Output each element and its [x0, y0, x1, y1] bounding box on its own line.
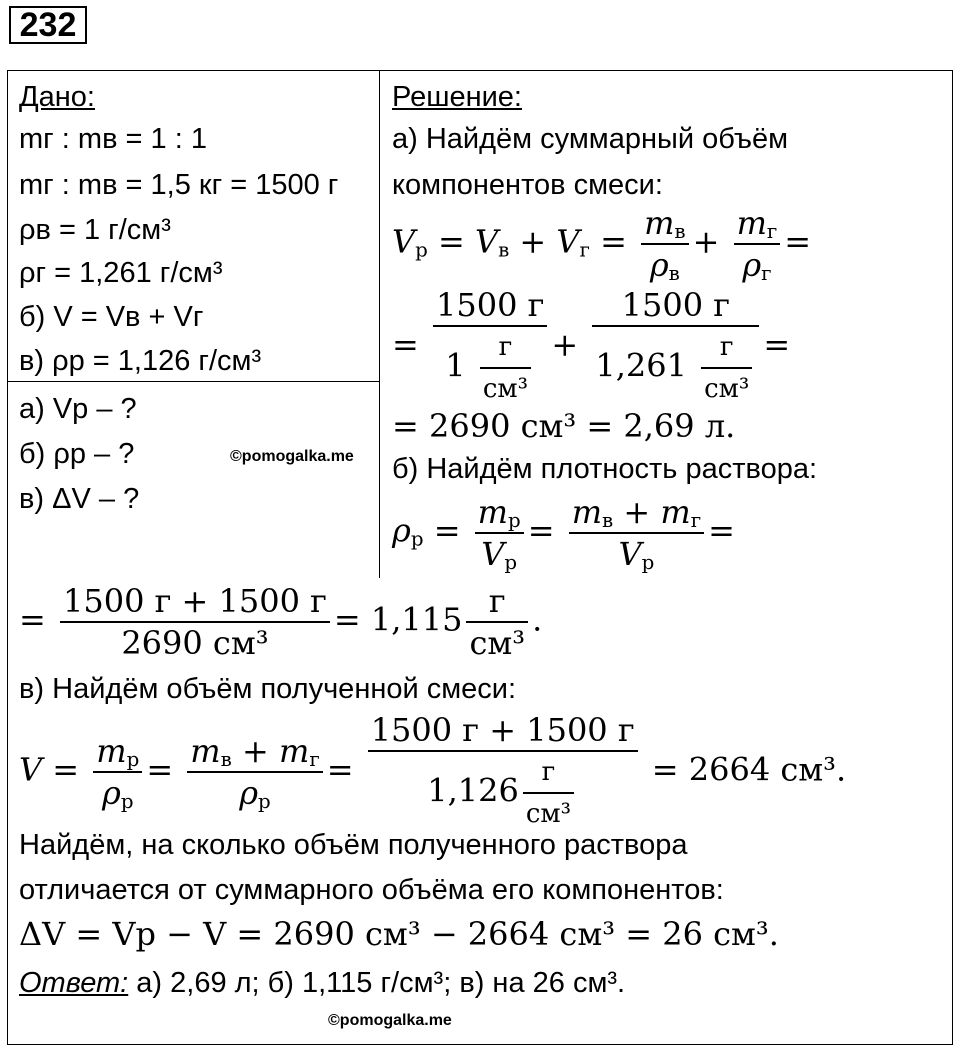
part-b-text: б) Найдём плотность раствора:	[392, 453, 818, 485]
find-line: в) ΔV – ?	[19, 483, 140, 515]
divider-horizontal	[7, 381, 380, 382]
part-a-result: = 2690 см³ = 2,69 л.	[392, 407, 736, 445]
given-heading: Дано:	[19, 81, 95, 113]
part-a-text: компонентов смеси:	[392, 169, 663, 201]
divider-vertical	[379, 70, 380, 578]
given-line: ρг = 1,261 г/см³	[19, 257, 223, 289]
given-line: в) ρр = 1,126 г/см³	[19, 345, 262, 377]
answer-line	[19, 966, 625, 1000]
solution-heading: Решение:	[392, 81, 522, 113]
problem-number: 232	[9, 6, 87, 44]
formula-density-numeric: = $\frac{1500 г + 1500 г}{\text{2690 см³}}$ = 1,115 $\frac{г}{\text{см³}}$ .	[19, 582, 543, 662]
formula-volume: V = $\frac{m_р}{\rho_р}$ = $\frac{m_в + m_г}{\rho_р}$ = 1500 г + 1500 г 1,126 $\frac{г}{\text{см³}}$ = 2664 см³.	[19, 711, 847, 829]
answer-label: Ответ:	[19, 967, 129, 999]
find-line: б) ρр – ?	[19, 438, 135, 470]
formula-density: $\rho_р$ = $\frac{m_р}{V_р}$ = $\frac{m_в + m_г}{V_р}$ =	[392, 493, 735, 574]
watermark: ©pomogalka.me	[230, 448, 354, 465]
difference-text: Найдём, на сколько объём полученного раствора	[19, 829, 688, 861]
part-c-text: в) Найдём объём полученной смеси:	[19, 673, 517, 705]
find-line: а) Vр – ?	[19, 393, 137, 425]
answer-text: а) 2,69 л; б) 1,115 г/см³; в) на 26 см³.	[128, 967, 626, 999]
part-a-text: а) Найдём суммарный объём	[392, 123, 789, 155]
given-line: mг : mв = 1 : 1	[19, 123, 207, 155]
given-line: б) V = Vв + Vг	[19, 301, 204, 333]
formula-sum-volume-numeric: = 1500 г 1 $\frac{г}{\text{см³}}$ + 1500 г 1,261 $\frac{г}{\text{см³}}$ =	[392, 286, 791, 404]
given-line: mг : mв = 1,5 кг = 1500 г	[19, 169, 339, 201]
formula-difference: ΔV = Vр − V = 2690 см³ − 2664 см³ = 26 см³.	[19, 915, 779, 953]
given-line: ρв = 1 г/см³	[19, 214, 171, 246]
formula-sum-volume: $V_р = V_в + V_г$ = $\frac{m_в}{\rho_в}$ + $\frac{m_г}{\rho_г}$ =	[392, 204, 812, 285]
difference-text: отличается от суммарного объёма его компонентов:	[19, 874, 724, 906]
watermark: ©pomogalka.me	[328, 1012, 452, 1029]
